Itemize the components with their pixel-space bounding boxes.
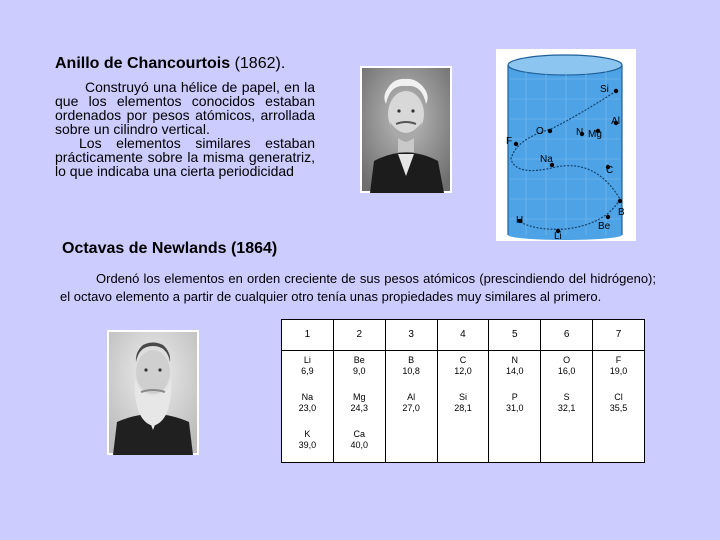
helix-label-si: Si (600, 84, 609, 95)
table-header-cell: 2 (333, 320, 385, 351)
chancourtois-title-year: (1862). (230, 55, 286, 72)
atomic-weight: 27,0 (402, 402, 420, 413)
table-header-cell: 3 (385, 320, 437, 351)
atomic-weight: 39,0 (298, 439, 317, 450)
helix-label-b: B (618, 207, 625, 218)
helix-label-al: Al (611, 116, 620, 127)
helix-label-li: Li (554, 231, 562, 241)
table-cell (282, 425, 334, 463)
table-cell (282, 388, 334, 425)
table-cell (489, 425, 541, 463)
atomic-weight: 6,9 (301, 365, 314, 376)
table-row (282, 425, 645, 463)
table-header-cell: 4 (437, 320, 489, 351)
element-symbol: Cl (614, 391, 623, 402)
element-symbol: Al (407, 391, 416, 402)
table-row (282, 350, 645, 388)
helix-label-h: H (516, 215, 524, 226)
table-cell (489, 388, 541, 425)
element-symbol: F (615, 354, 622, 365)
table-header-cell: 5 (489, 320, 541, 351)
atomic-weight: 9,0 (353, 365, 366, 376)
table-cell (489, 350, 541, 388)
table-cell (333, 425, 385, 463)
atomic-weight: 31,0 (506, 402, 524, 413)
atomic-weight: 10,8 (402, 365, 420, 376)
newlands-portrait (107, 330, 199, 455)
atomic-weight: 16,0 (557, 365, 576, 376)
element-symbol: S (563, 391, 570, 402)
table-cell (385, 350, 437, 388)
element-symbol: O (563, 354, 571, 365)
element-symbol: P (511, 391, 518, 402)
table-header-cell: 1 (282, 320, 334, 351)
element-symbol: Mg (353, 391, 366, 402)
element-symbol: Si (458, 391, 467, 402)
table-cell (541, 425, 593, 463)
newlands-title: Octavas de Newlands (1864) (62, 240, 278, 257)
helix-label-na: Na (540, 154, 553, 165)
helix-label-mg: Mg (588, 129, 602, 140)
helix-label-f: F (506, 136, 513, 147)
element-symbol: B (408, 354, 415, 365)
atomic-weight: 40,0 (350, 439, 369, 450)
table-cell (437, 350, 489, 388)
chancourtois-helix-diagram (496, 49, 636, 241)
table-cell (593, 388, 645, 425)
helix-cylinder-graphic (496, 49, 636, 241)
table-cell (282, 350, 334, 388)
atomic-weight: 12,0 (454, 365, 472, 376)
table-cell (593, 425, 645, 463)
atomic-weight: 28,1 (454, 402, 472, 413)
chancourtois-paragraph-2: Los elementos similares estaban prácticamente sobre la misma generatriz, lo que indicaba una cierta periodicidad (55, 135, 315, 179)
table-cell (437, 388, 489, 425)
chancourtois-title (55, 55, 285, 73)
table-cell (333, 350, 385, 388)
table-cell (385, 425, 437, 463)
element-symbol: Li (303, 354, 311, 365)
chancourtois-portrait (360, 66, 452, 193)
table-cell (437, 425, 489, 463)
element-symbol: N (511, 354, 519, 365)
element-symbol: Ca (353, 428, 366, 439)
table-cell (593, 350, 645, 388)
element-symbol: K (304, 428, 311, 439)
atomic-weight: 19,0 (609, 365, 628, 376)
atomic-weight: 32,1 (557, 402, 576, 413)
chancourtois-title-name: Anillo de Chancourtois (55, 55, 231, 72)
newlands-description (60, 270, 656, 306)
newlands-paragraph: Ordenó los elementos en orden creciente de sus pesos atómicos (prescindiendo del hidrógeno); el octavo elemento a partir de cualquier otro tenía unas propiedades muy similares al primero. (60, 271, 656, 305)
chancourtois-portrait-photo (360, 66, 452, 193)
helix-label-n: N (576, 127, 584, 138)
table-header-row (282, 320, 645, 351)
atomic-weight: 23,0 (298, 402, 317, 413)
helix-label-be: Be (598, 221, 611, 232)
chancourtois-paragraph-1: Construyó una hélice de papel, en la que los elementos conocidos estaban ordenados por pesos atómicos, arrollada sobre un cilindro vertical. (55, 79, 315, 137)
element-symbol: Na (301, 391, 314, 402)
atomic-weight: 14,0 (506, 365, 524, 376)
table-header-cell: 7 (593, 320, 645, 351)
chancourtois-description (55, 80, 315, 178)
helix-label-o: O (536, 126, 544, 137)
atomic-weight: 35,5 (609, 402, 628, 413)
helix-label-c: C (606, 165, 614, 176)
table-cell (541, 350, 593, 388)
table-cell (385, 388, 437, 425)
table-row (282, 388, 645, 425)
atomic-weight: 24,3 (350, 402, 369, 413)
table-header-cell: 6 (541, 320, 593, 351)
table-cell (541, 388, 593, 425)
element-symbol: C (459, 354, 467, 365)
newlands-octaves-table (281, 319, 645, 463)
table-cell (333, 388, 385, 425)
element-symbol: Be (353, 354, 365, 365)
newlands-portrait-photo (107, 330, 199, 455)
